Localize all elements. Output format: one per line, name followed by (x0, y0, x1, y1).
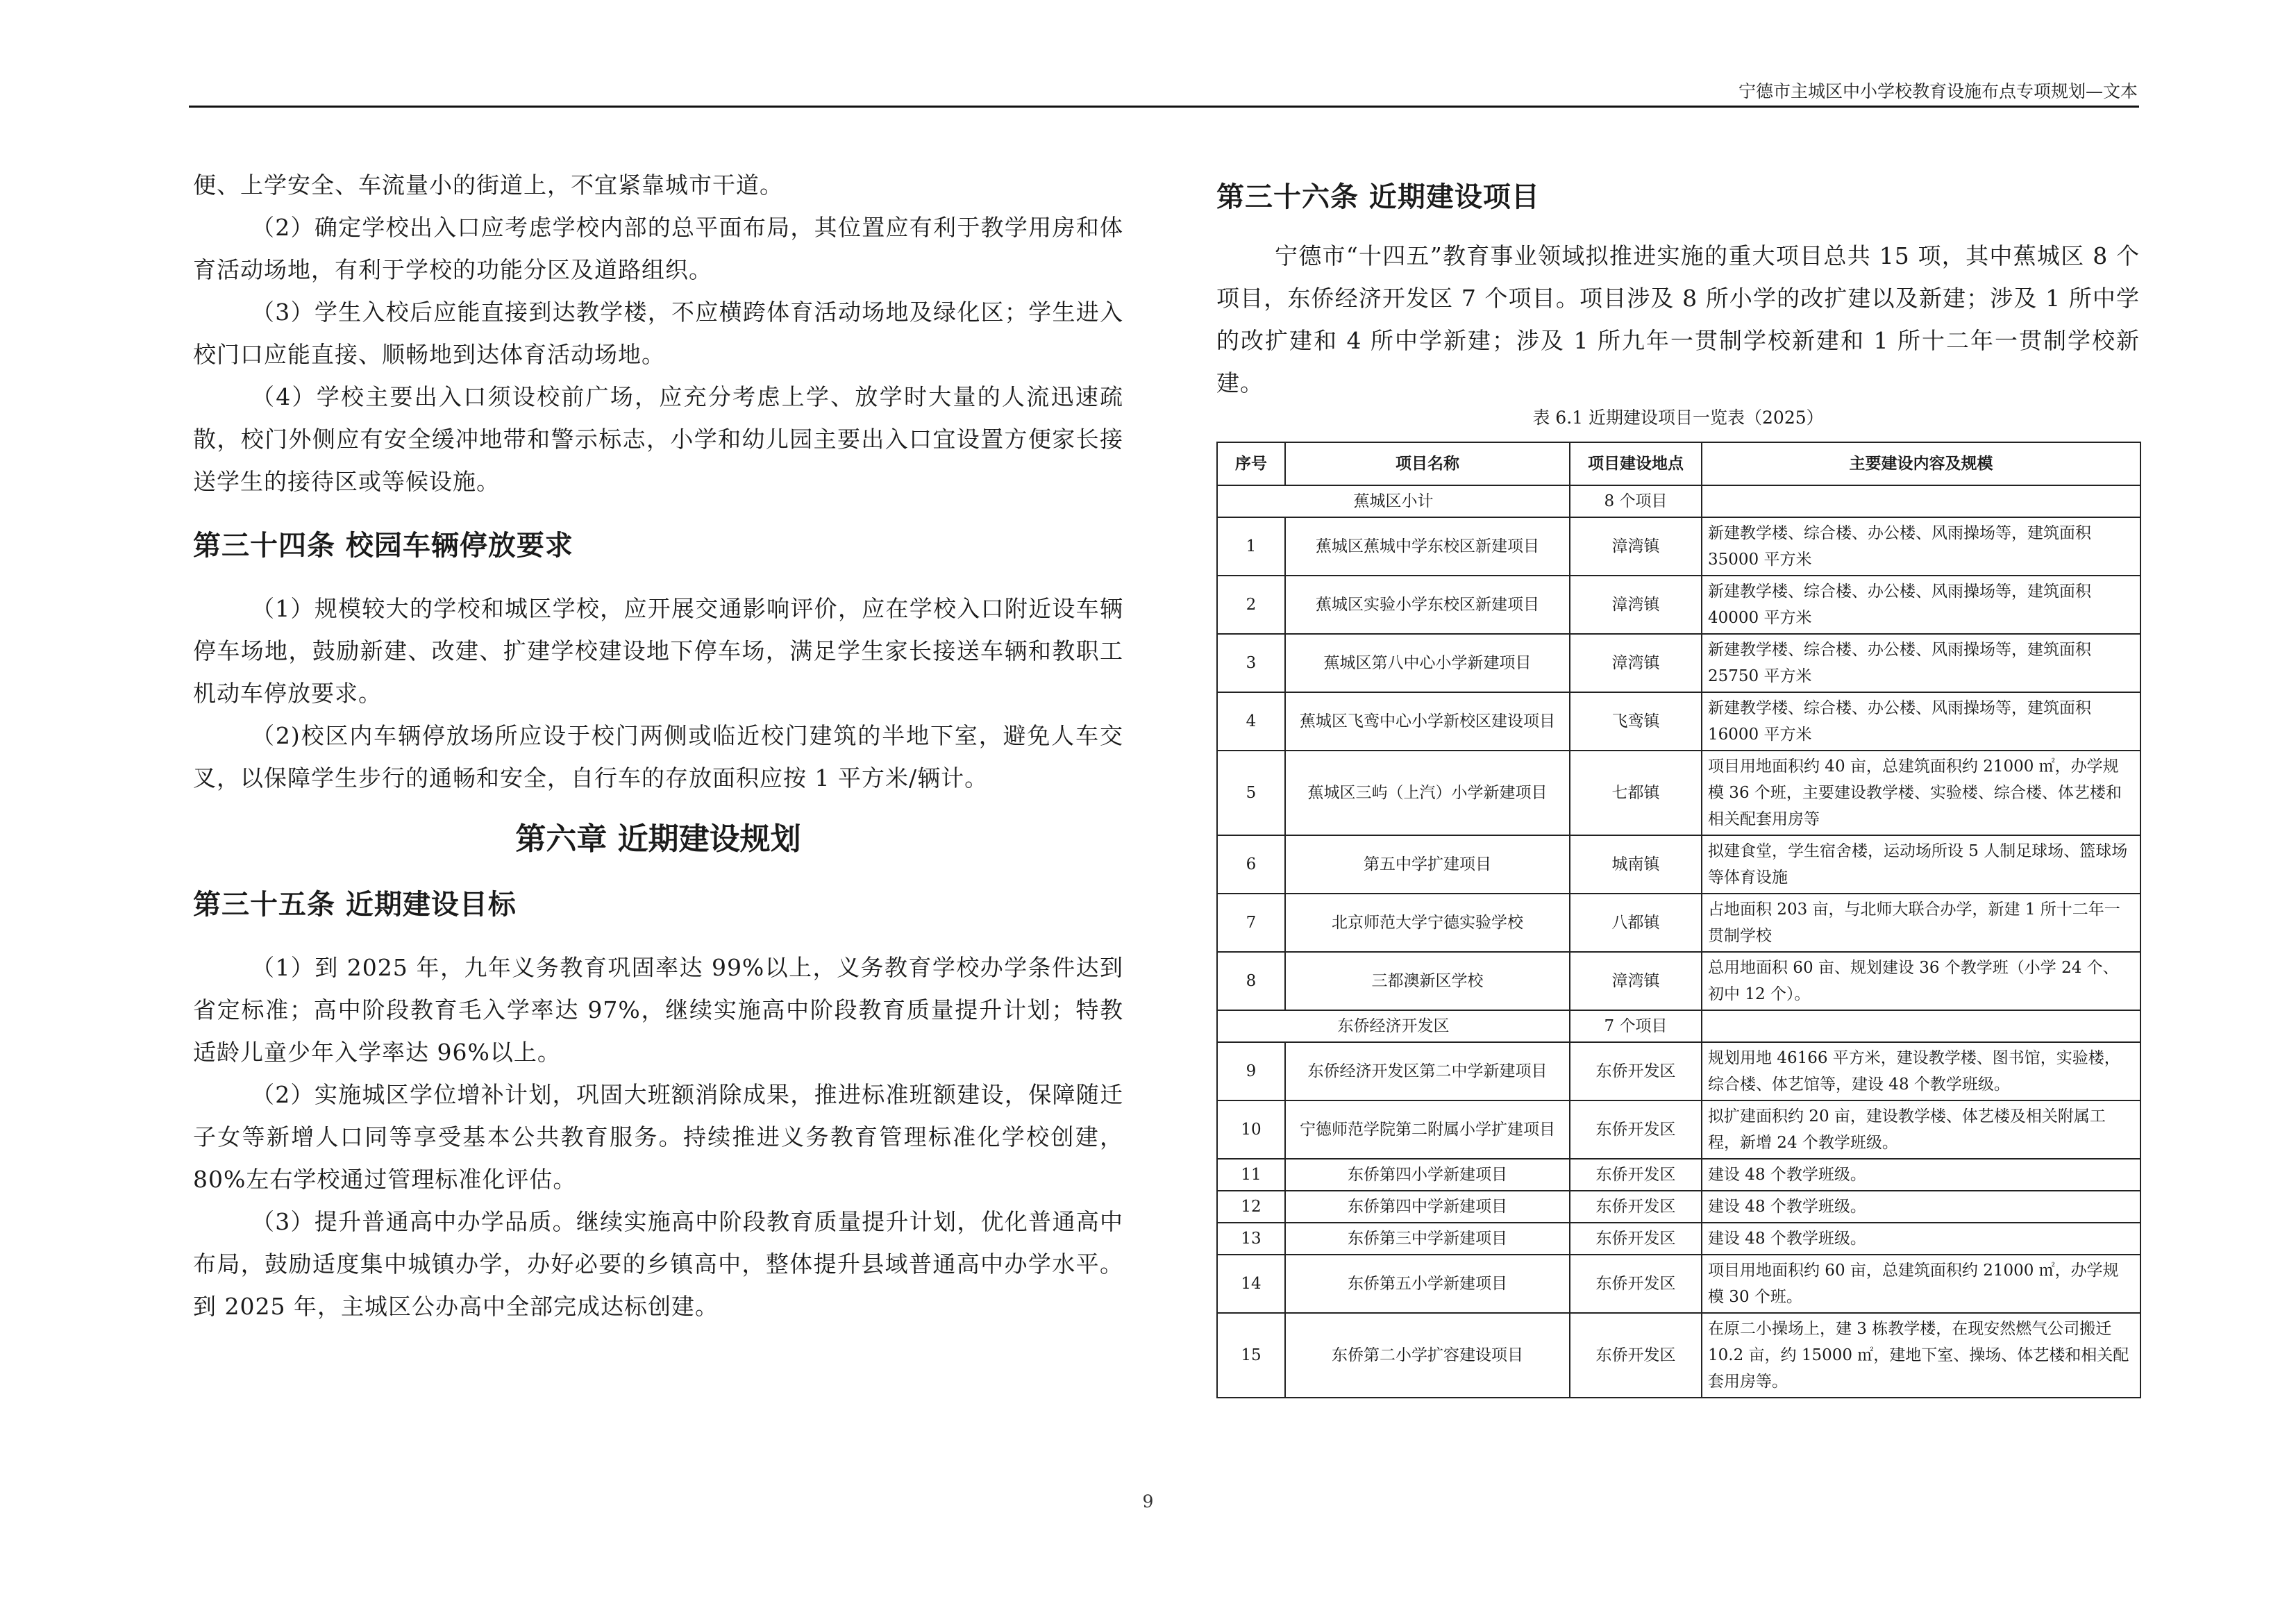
left-column (193, 164, 1123, 1328)
table-body (1217, 485, 2140, 1398)
cell-content: 建设 48 个教学班级。 (1702, 1223, 2140, 1255)
chapter-6-heading: 第六章 近期建设规划 (515, 821, 801, 857)
cell-content: 项目用地面积约 40 亩，总建筑面积约 21000 ㎡，办学规模 36 个班，主要建设教学楼、实验楼、综合楼、体艺楼和相关配套用房等 (1702, 751, 2140, 835)
cell-number: 13 (1217, 1223, 1285, 1255)
subtotal-empty (1702, 1010, 2140, 1042)
table-row (1217, 1042, 2140, 1100)
column-header-content: 主要建设内容及规模 (1702, 442, 2140, 485)
cell-number: 2 (1217, 576, 1285, 634)
table-caption: 表 6.1 近期建设项目一览表（2025） (1532, 408, 1824, 428)
project-table (1216, 442, 2141, 1398)
cell-location: 东侨开发区 (1570, 1255, 1702, 1313)
column-header-name: 项目名称 (1285, 442, 1570, 485)
cell-location: 七都镇 (1570, 751, 1702, 835)
cell-number: 12 (1217, 1191, 1285, 1223)
cell-number: 5 (1217, 751, 1285, 835)
right-column (1216, 164, 2140, 1398)
cell-content: 在原二小操场上，建 3 栋教学楼，在现安然燃气公司搬迁 10.2 亩，约 15000 ㎡，建地下室、操场、体艺楼和相关配套用房等。 (1702, 1313, 2140, 1398)
cell-number: 6 (1217, 835, 1285, 894)
subtotal-empty (1702, 485, 2140, 517)
page-number: 9 (1142, 1491, 1154, 1512)
cell-location: 城南镇 (1570, 835, 1702, 894)
cell-location: 八都镇 (1570, 894, 1702, 952)
cell-content: 规划用地 46166 平方米，建设教学楼、图书馆，实验楼，综合楼、体艺馆等，建设 48 个教学班级。 (1702, 1042, 2140, 1100)
cell-content: 建设 48 个教学班级。 (1702, 1159, 2140, 1191)
cell-location: 东侨开发区 (1570, 1042, 1702, 1100)
table-row (1217, 634, 2140, 692)
cell-number: 10 (1217, 1100, 1285, 1159)
paragraph-seat-supplement: （2）实施城区学位增补计划，巩固大班额消除成果，推进标准班额建设，保障随迁子女等新增人口同等享受基本公共教育服务。持续推进义务教育管理标准化学校创建，80%左右学校通过管理标准化评估。 (193, 1081, 1123, 1193)
cell-project-name: 东侨第四小学新建项目 (1285, 1159, 1570, 1191)
cell-content: 新建教学楼、综合楼、办公楼、风雨操场等，建筑面积 35000 平方米 (1702, 517, 2140, 576)
cell-location: 东侨开发区 (1570, 1223, 1702, 1255)
table-row (1217, 1159, 2140, 1191)
article-34-heading: 第三十四条 校园车辆停放要求 (193, 530, 573, 562)
cell-project-name: 三都澳新区学校 (1285, 952, 1570, 1010)
cell-location: 东侨开发区 (1570, 1191, 1702, 1223)
cell-location: 漳湾镇 (1570, 576, 1702, 634)
cell-number: 8 (1217, 952, 1285, 1010)
paragraph-front-plaza: （4）学校主要出入口须设校前广场，应充分考虑上学、放学时大量的人流迅速疏散，校门外侧应有安全缓冲地带和警示标志，小学和幼儿园主要出入口宜设置方便家长接送学生的接待区或等候设施。 (193, 383, 1123, 495)
subtotal-row-jiaocheng (1217, 485, 2140, 517)
cell-number: 9 (1217, 1042, 1285, 1100)
table-row (1217, 894, 2140, 952)
cell-project-name: 东侨经济开发区第二中学新建项目 (1285, 1042, 1570, 1100)
cell-project-name: 蕉城区蕉城中学东校区新建项目 (1285, 517, 1570, 576)
cell-content: 建设 48 个教学班级。 (1702, 1191, 2140, 1223)
cell-number: 7 (1217, 894, 1285, 952)
subtotal-label: 东侨经济开发区 (1217, 1010, 1570, 1042)
cell-content: 拟扩建面积约 20 亩，建设教学楼、体艺楼及相关附属工程，新增 24 个教学班级。 (1702, 1100, 2140, 1159)
table-row (1217, 1313, 2140, 1398)
paragraph-project-intro: 宁德市“十四五”教育事业领域拟推进实施的重大项目总共 15 项，其中蕉城区 8 个项目，东侨经济开发区 7 个项目。项目涉及 8 所小学的改扩建以及新建；涉及 1 所中学的改扩建和 4 所中学新建；涉及 1 所九年一贯制学校新建和 1 所十二年一贯制学校新建。 (1216, 242, 2140, 396)
table-row (1217, 751, 2140, 835)
document-header-title: 宁德市主城区中小学校教育设施布点专项规划—文本 (1738, 81, 2138, 101)
table-row (1217, 1191, 2140, 1223)
cell-project-name: 东侨第三中学新建项目 (1285, 1223, 1570, 1255)
column-header-location: 项目建设地点 (1570, 442, 1702, 485)
header-divider (189, 106, 2139, 108)
cell-location: 漳湾镇 (1570, 952, 1702, 1010)
cell-content: 新建教学楼、综合楼、办公楼、风雨操场等，建筑面积 40000 平方米 (1702, 576, 2140, 634)
subtotal-label: 蕉城区小计 (1217, 485, 1570, 517)
cell-project-name: 蕉城区实验小学东校区新建项目 (1285, 576, 1570, 634)
table-row (1217, 1255, 2140, 1313)
cell-location: 东侨开发区 (1570, 1313, 1702, 1398)
cell-location: 漳湾镇 (1570, 634, 1702, 692)
table-header-row (1217, 442, 2140, 485)
cell-number: 14 (1217, 1255, 1285, 1313)
paragraph-student-access: （3）学生入校后应能直接到达教学楼，不应横跨体育活动场地及绿化区；学生进入校门口应能直接、顺畅地到达体育活动场地。 (193, 299, 1123, 368)
cell-location: 飞鸾镇 (1570, 692, 1702, 751)
paragraph-goal-2025: （1）到 2025 年，九年义务教育巩固率达 99%以上，义务教育学校办学条件达到省定标准；高中阶段教育毛入学率达 97%，继续实施高中阶段教育质量提升计划；特教适龄儿童少年入学率达 96%以上。 (193, 954, 1123, 1066)
table-row (1217, 576, 2140, 634)
paragraph-entrance-layout: （2）确定学校出入口应考虑学校内部的总平面布局，其位置应有利于教学用房和体育活动场地，有利于学校的功能分区及道路组织。 (193, 214, 1123, 283)
subtotal-row-dongqiao (1217, 1010, 2140, 1042)
table-row (1217, 1223, 2140, 1255)
paragraph-parking-location: （2)校区内车辆停放场所应设于校门两侧或临近校门建筑的半地下室，避免人车交叉，以保障学生步行的通畅和安全，自行车的存放面积应按 1 平方米/辆计。 (193, 722, 1123, 792)
column-header-no: 序号 (1217, 442, 1285, 485)
cell-project-name: 第五中学扩建项目 (1285, 835, 1570, 894)
subtotal-count: 8 个项目 (1570, 485, 1702, 517)
cell-project-name: 东侨第五小学新建项目 (1285, 1255, 1570, 1313)
table-row (1217, 1100, 2140, 1159)
cell-number: 1 (1217, 517, 1285, 576)
table-row (1217, 835, 2140, 894)
article-35-heading: 第三十五条 近期建设目标 (193, 889, 517, 921)
cell-location: 东侨开发区 (1570, 1159, 1702, 1191)
cell-content: 拟建食堂，学生宿舍楼，运动场所设 5 人制足球场、篮球场等体育设施 (1702, 835, 2140, 894)
table-row (1217, 952, 2140, 1010)
cell-content: 项目用地面积约 60 亩，总建筑面积约 21000 ㎡，办学规模 30 个班。 (1702, 1255, 2140, 1313)
cell-project-name: 宁德师范学院第二附属小学扩建项目 (1285, 1100, 1570, 1159)
cell-content: 总用地面积 60 亩、规划建设 36 个教学班（小学 24 个、初中 12 个）。 (1702, 952, 2140, 1010)
cell-number: 4 (1217, 692, 1285, 751)
table-row (1217, 692, 2140, 751)
table-row (1217, 517, 2140, 576)
cell-project-name: 东侨第二小学扩容建设项目 (1285, 1313, 1570, 1398)
cell-location: 漳湾镇 (1570, 517, 1702, 576)
cell-location: 东侨开发区 (1570, 1100, 1702, 1159)
cell-number: 15 (1217, 1313, 1285, 1398)
paragraph-continuation: 便、上学安全、车流量小的街道上，不宜紧靠城市干道。 (193, 171, 783, 199)
paragraph-traffic-assessment: （1）规模较大的学校和城区学校，应开展交通影响评价，应在学校入口附近设车辆停车场地，鼓励新建、改建、扩建学校建设地下停车场，满足学生家长接送车辆和教职工机动车停放要求。 (193, 595, 1123, 707)
cell-project-name: 东侨第四中学新建项目 (1285, 1191, 1570, 1223)
cell-number: 3 (1217, 634, 1285, 692)
cell-project-name: 蕉城区第八中心小学新建项目 (1285, 634, 1570, 692)
cell-content: 占地面积 203 亩，与北师大联合办学，新建 1 所十二年一贯制学校 (1702, 894, 2140, 952)
cell-number: 11 (1217, 1159, 1285, 1191)
article-36-heading: 第三十六条 近期建设项目 (1216, 181, 1540, 213)
cell-content: 新建教学楼、综合楼、办公楼、风雨操场等，建筑面积 25750 平方米 (1702, 634, 2140, 692)
cell-project-name: 北京师范大学宁德实验学校 (1285, 894, 1570, 952)
paragraph-high-school-quality: （3）提升普通高中办学品质。继续实施高中阶段教育质量提升计划，优化普通高中布局，鼓励适度集中城镇办学，办好必要的乡镇高中，整体提升县域普通高中办学水平。到 2025 年，主城区公办高中全部完成达标创建。 (193, 1208, 1123, 1320)
cell-content: 新建教学楼、综合楼、办公楼、风雨操场等，建筑面积 16000 平方米 (1702, 692, 2140, 751)
cell-project-name: 蕉城区三屿（上汽）小学新建项目 (1285, 751, 1570, 835)
cell-project-name: 蕉城区飞鸾中心小学新校区建设项目 (1285, 692, 1570, 751)
subtotal-count: 7 个项目 (1570, 1010, 1702, 1042)
